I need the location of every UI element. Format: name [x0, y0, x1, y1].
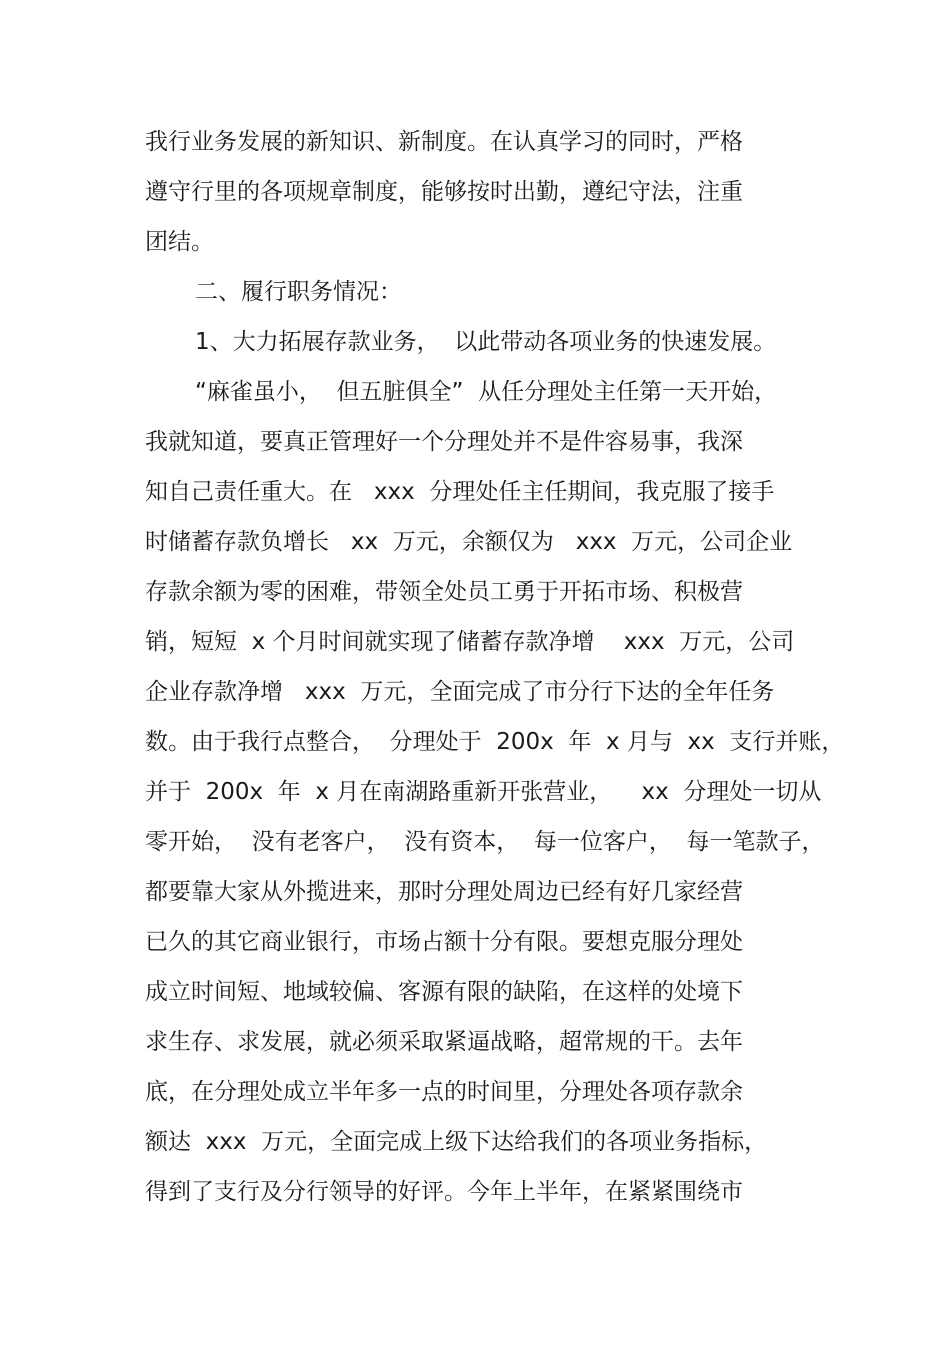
text-line: 销，短短 x 个月时间就实现了储蓄存款净增 xxx 万元，公司 — [145, 629, 795, 655]
text-line: 已久的其它商业银行，市场占额十分有限。要想克服分理处 — [145, 929, 743, 955]
text-line: 都要靠大家从外揽进来，那时分理处周边已经有好几家经营 — [145, 879, 743, 905]
text-line: 知自己责任重大。在 xxx 分理处任主任期间，我克服了接手 — [145, 479, 775, 505]
text-line: 得到了支行及分行领导的好评。今年上半年，在紧紧围绕市 — [145, 1179, 743, 1205]
text-line: 时储蓄存款负增长 xx 万元，余额仅为 xxx 万元，公司企业 — [145, 529, 793, 555]
text-line: 底，在分理处成立半年多一点的时间里，分理处各项存款余 — [145, 1079, 743, 1105]
text-line: 团结。 — [145, 229, 214, 255]
text-line: 零开始， 没有老客户， 没有资本， 每一位客户， 每一笔款子， — [145, 829, 825, 855]
text-line: 我行业务发展的新知识、新制度。在认真学习的同时，严格 — [145, 129, 743, 155]
section-heading: 二、履行职务情况： — [195, 279, 402, 305]
subsection-heading: 1、大力拓展存款业务， 以此带动各项业务的快速发展。 — [195, 329, 777, 355]
text-line: 我就知道，要真正管理好一个分理处并不是件容易事，我深 — [145, 429, 743, 455]
text-line: 数。由于我行点整合， 分理处于 200x 年 x 月与 xx 支行并账， — [145, 729, 845, 755]
text-line: 求生存、求发展，就必须采取紧逼战略，超常规的干。去年 — [145, 1029, 743, 1055]
text-line: 并于 200x 年 x 月在南湖路重新开张营业， xx 分理处一切从 — [145, 779, 822, 805]
text-line: 企业存款净增 xxx 万元，全面完成了市分行下达的全年任务 — [145, 679, 775, 705]
text-line: 遵守行里的各项规章制度，能够按时出勤，遵纪守法，注重 — [145, 179, 743, 205]
text-line: 成立时间短、地域较偏、客源有限的缺陷，在这样的处境下 — [145, 979, 743, 1005]
text-line: 存款余额为零的困难，带领全处员工勇于开拓市场、积极营 — [145, 579, 743, 605]
text-line: 额达 xxx 万元，全面完成上级下达给我们的各项业务指标， — [145, 1129, 768, 1155]
paragraph-first-line: “麻雀虽小， 但五脏俱全” 从任分理处主任第一天开始， — [195, 379, 778, 405]
